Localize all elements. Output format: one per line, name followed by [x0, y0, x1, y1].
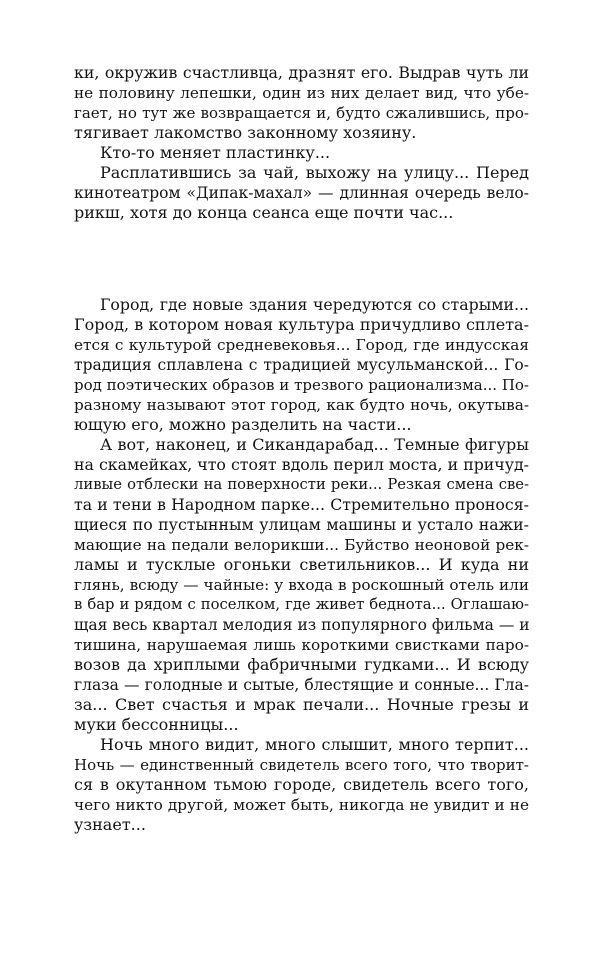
text-line: ламы и тусклые огоньки светильников... И куда ни: [74, 555, 529, 574]
text-line: щая весь квартал мелодия из популярного фильма — и: [74, 616, 530, 634]
text-line: род поэтических образов и трезвого рационализма... По-: [74, 376, 529, 394]
text-line: глянь, всюду — чайные: у входа в роскошный отель или: [74, 576, 529, 594]
text-line: гает, но тут же возвращается и, будто сжалившись, про-: [74, 104, 529, 122]
text-line: щиеся по пустынным улицам машины и устало нажи-: [74, 515, 529, 534]
text-line: Ночь — единственный свидетель всего того, что творит-: [74, 756, 529, 774]
text-line: не половину лепешки, один из них делает вид, что убе-: [74, 84, 529, 102]
text-line: та и тени в Народном парке... Стремительно пронося-: [74, 495, 529, 514]
paragraph: [74, 63, 529, 143]
text-line: ся в окутанном тьмою городе, свидетель всего того,: [74, 775, 529, 794]
text-line: разному называют этот город, как будто ночь, окутыва-: [74, 396, 529, 414]
paragraph: [74, 295, 529, 435]
text-line: за... Свет счастья и мрак печали... Ночные грезы и: [74, 695, 529, 714]
text-line: рикш, хотя до конца сеанса еще почти час...: [74, 203, 454, 222]
text-line: Расплатившись за чай, выхожу на улицу... Перед: [100, 163, 529, 182]
paragraph: [74, 163, 529, 223]
text-line: глаза — голодные и сытые, блестящие и сонные... Гла-: [74, 676, 529, 694]
section-2: [74, 295, 529, 835]
paragraph: [74, 435, 529, 735]
text-line: ющую его, можно разделить на части...: [74, 415, 412, 434]
text-line: мающие на педали велорикши... Буйство неоновой рек-: [74, 536, 529, 554]
text-line: кинотеатром «Дипак-махал» — длинная очередь вело-: [74, 184, 529, 202]
text-line: Город, где новые здания чередуются со старыми...: [100, 295, 529, 314]
text-line: муки бессонницы...: [74, 715, 239, 734]
text-line: традиция сплавлена с традицией мусульманской... Го-: [74, 356, 529, 374]
text-line: тягивает лакомство законному хозяину.: [74, 123, 417, 142]
section-1: [74, 63, 529, 223]
text-line: тишина, нарушаемая лишь короткими свистками паро-: [74, 636, 529, 654]
text-line: Кто-то меняет пластинку...: [100, 143, 331, 162]
paragraph: [74, 735, 529, 835]
paragraph: [74, 143, 529, 163]
section-break: [74, 223, 529, 295]
text-line: А вот, наконец, и Сикандарабад... Темные фигуры: [100, 435, 529, 454]
text-line: на скамейках, что стоят вдоль перил моста, и причуд-: [74, 455, 529, 474]
text-line: ки, окружив счастливца, дразнят его. Выдрав чуть ли: [74, 63, 529, 82]
text-line: Город, в котором новая культура причудливо сплета-: [74, 315, 529, 334]
text-line: узнает...: [74, 815, 146, 834]
text-line: Ночь много видит, много слышит, много терпит...: [100, 735, 529, 754]
text-line: в бар и рядом с поселком, где живет беднота... Оглашаю-: [74, 596, 529, 613]
book-page: [74, 63, 529, 835]
text-line: возов да хриплыми фабричными гудками... И всюду: [74, 655, 529, 674]
text-line: чего никто другой, может быть, никогда не увидит и не: [74, 796, 529, 814]
text-line: ется с культурой средневековья... Город, где индусская: [74, 336, 529, 354]
text-line: ливые отблески на поверхности реки... Резкая смена све-: [74, 476, 529, 493]
